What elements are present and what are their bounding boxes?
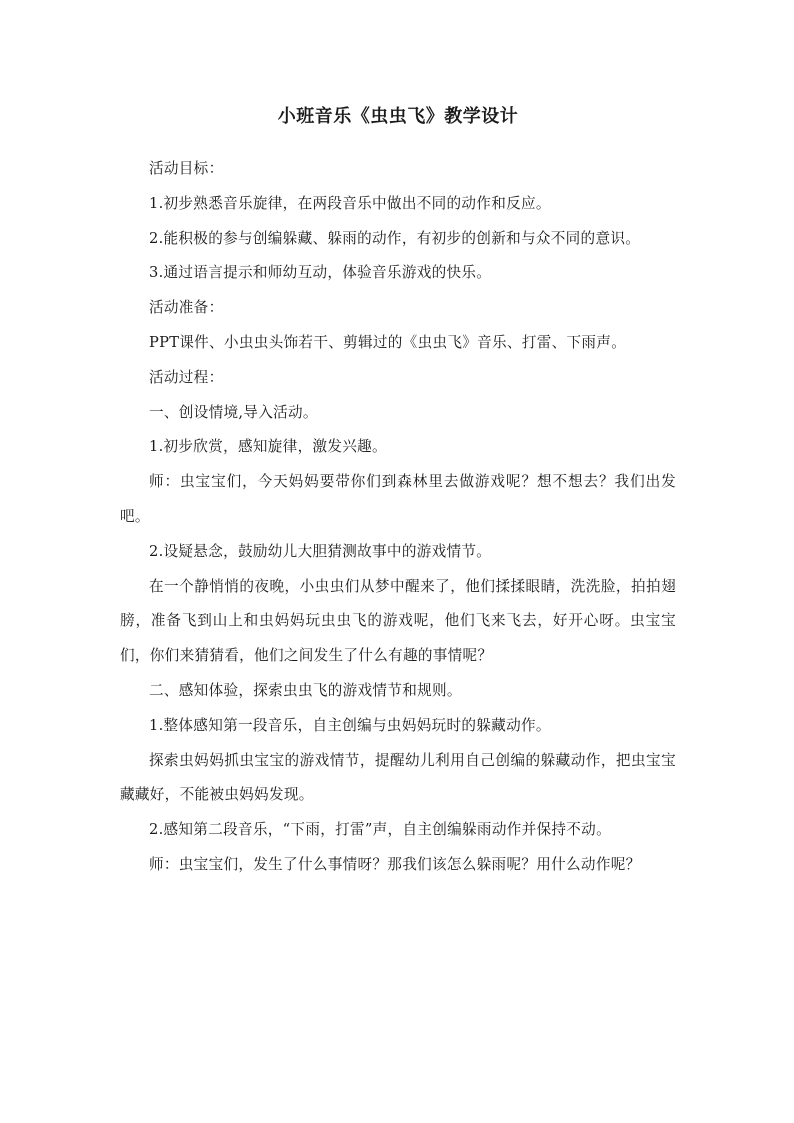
body-paragraph: 探索虫妈妈抓虫宝宝的游戏情节，提醒幼儿利用自己创编的躲藏动作，把虫宝宝藏藏好，不能被虫妈妈发现。 <box>120 751 676 804</box>
body-paragraph: 在一个静悄悄的夜晚，小虫虫们从梦中醒来了，他们揉揉眼睛，洗洗脸，拍拍翅膀，准备飞到山上和虫妈妈玩虫虫飞的游戏呢，他们飞来飞去，好开心呀。虫宝宝们，你们来猜猜看，他们之间发生了什么有趣的事情呢？ <box>120 577 676 665</box>
body-paragraph: 师：虫宝宝们，发生了什么事情呀？那我们该怎么躲雨呢？用什么动作呢？ <box>149 855 641 873</box>
document-title: 小班音乐《虫虫飞》教学设计 <box>277 106 519 127</box>
section-heading-preparation: 活动准备： <box>149 299 224 317</box>
process-substep: 2.感知第二段音乐，“下雨，打雷”声，自主创编躲雨动作并保持不动。 <box>149 821 611 839</box>
section-heading-process: 活动过程： <box>149 368 224 386</box>
goal-item: 1.初步熟悉音乐旋律，在两段音乐中做出不同的动作和反应。 <box>149 194 551 212</box>
process-substep: 1.整体感知第一段音乐，自主创编与虫妈妈玩时的躲藏动作。 <box>149 716 551 734</box>
document-page <box>120 104 676 883</box>
process-substep: 1.初步欣赏，感知旋律，激发兴趣。 <box>149 438 387 456</box>
process-step-heading: 一、创设情境,导入活动。 <box>149 403 318 421</box>
process-substep: 2.设疑悬念，鼓励幼儿大胆猜测故事中的游戏情节。 <box>149 542 492 560</box>
section-heading-goals: 活动目标： <box>149 160 224 177</box>
preparation-text: PPT课件、小虫虫头饰若干、剪辑过的《虫虫飞》音乐、打雷、下雨声。 <box>149 333 627 351</box>
body-paragraph: 师：虫宝宝们，今天妈妈要带你们到森林里去做游戏呢？想不想去？我们出发吧。 <box>120 473 676 525</box>
process-step-heading: 二、感知体验，探索虫虫飞的游戏情节和规则。 <box>149 681 462 699</box>
goal-item: 2.能积极的参与创编躲藏、躲雨的动作，有初步的创新和与众不同的意识。 <box>149 229 641 247</box>
goal-item: 3.通过语言提示和师幼互动，体验音乐游戏的快乐。 <box>149 264 492 282</box>
